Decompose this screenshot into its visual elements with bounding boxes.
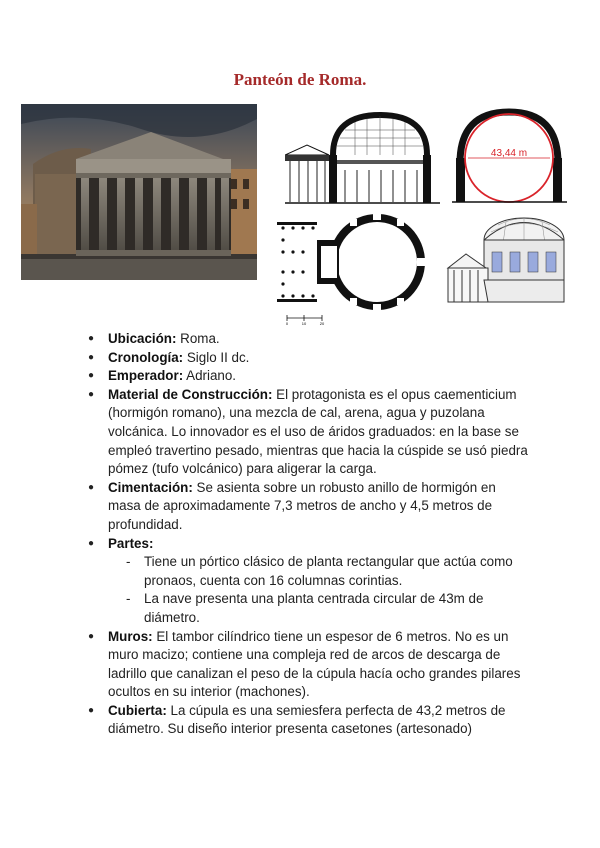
scale-tick-2: 20 xyxy=(319,321,325,326)
sublist-item: - Tiene un pórtico clásico de planta rectangular que actúa como pronaos, cuenta con 16 columnas corintias. xyxy=(144,553,528,590)
page-title: Panteón de Roma. xyxy=(233,70,367,89)
list-item-cimentacion: ● Cimentación: Se asienta sobre un robusto anillo de hormigón en masa de aproximadamente 7,3 metros de ancho y 4,5 metros de profundidad. xyxy=(88,479,528,535)
floor-plan xyxy=(277,208,442,331)
list-item-ubicacion: ● Ubicación: Roma. xyxy=(88,330,528,349)
list-item-material: ● Material de Construcción: El protagonista es el opus caementicium (hormigón romano), una mezcla de cal, arena, agua y puzolana volcánica. Lo innovador es el uso de áridos graduados: en la base se empleó travertino pesado, mientras que hacia la cúspide se usó piedra pómez (tufo volcánico) para aligerar la carga. xyxy=(88,386,528,479)
sublist-item: - La nave presenta una planta centrada circular de 43m de diámetro. xyxy=(144,590,528,627)
scale-tick-1: 10 xyxy=(301,321,307,326)
sphere-diagram xyxy=(452,108,567,208)
list-item-cubierta: ● Cubierta: La cúpula es una semiesfera perfecta de 43,2 metros de diámetro. Su diseño interior presenta casetones (artesonado) xyxy=(88,702,528,739)
partes-sublist xyxy=(108,553,528,627)
content xyxy=(88,330,528,739)
diameter-label: 43,44 m xyxy=(490,148,528,159)
list-item-emperador: ● Emperador: Adriano. xyxy=(88,367,528,386)
list-item-cronologia: ● Cronología: Siglo II dc. xyxy=(88,349,528,368)
info-list xyxy=(88,330,528,739)
isometric-cutaway xyxy=(446,210,571,320)
list-item-partes: ● Partes: - Tiene un pórtico clásico de planta rectangular que actúa como pronaos, cuenta con 16 columnas corintias. - La nave presenta una planta centrada circular de 43m de diámetro. xyxy=(88,535,528,628)
list-item-muros: ● Muros: El tambor cilíndrico tiene un espesor de 6 metros. No es un muro macizo; contiene una compleja red de arcos de descarga de ladrillo que canalizan el peso de la cúpula hacía ocho grandes pilares ocultos en su interior (machones). xyxy=(88,628,528,702)
section-drawing xyxy=(285,110,440,210)
scale-tick-0: 0 xyxy=(285,321,289,326)
pantheon-photo xyxy=(21,104,257,280)
